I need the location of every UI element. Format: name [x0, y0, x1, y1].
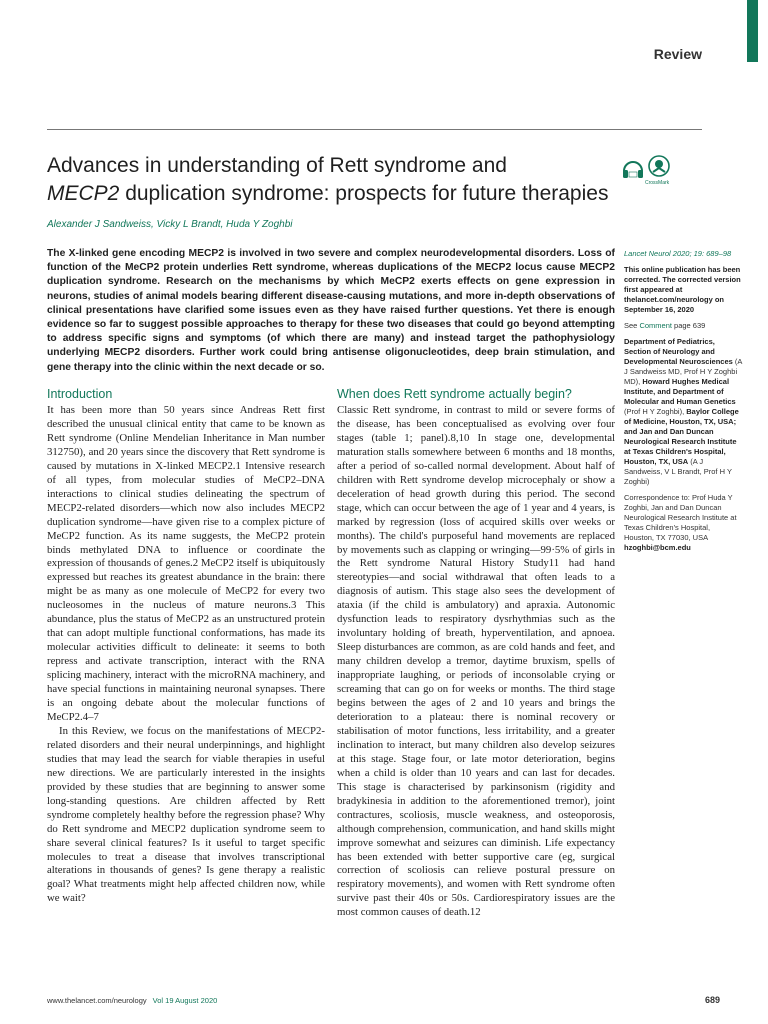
see-suffix: page 639	[671, 321, 706, 330]
introduction-heading: Introduction	[47, 387, 113, 401]
podcast-icon[interactable]	[621, 157, 645, 181]
crossmark-label: CrossMark	[645, 180, 670, 186]
onset-heading: When does Rett syndrome actually begin?	[337, 387, 572, 401]
title-line-2: duplication syndrome: prospects for future therapies	[119, 182, 609, 205]
affiliation-2-names: (Prof H Y Zoghbi),	[624, 407, 687, 416]
article-sidebar	[624, 249, 742, 553]
crossmark-icon[interactable]	[648, 155, 670, 177]
see-comment	[624, 321, 742, 331]
affiliations	[624, 337, 742, 487]
left-column	[47, 386, 325, 906]
journal-url[interactable]: www.thelancet.com/neurology	[47, 996, 147, 1005]
comment-link[interactable]: Comment	[639, 321, 672, 330]
header-divider	[47, 129, 702, 130]
abstract: The X-linked gene encoding MECP2 is involved in two severe and complex neurodevelopmental disorders. Loss of function of the MeCP2 protein underlies Rett syndrome, whereas duplications of the MECP2 locus cause MECP2 duplication syndrome. Research on the mechanisms by which MeCP2 exerts effects on gene expression in neurons, studies of animal models bearing different disease-causing mutations, and more in-depth observations of clinical presentations have clarified some issues even as they have raised further questions. Yet there is enough evidence so far to suggest possible approaches to therapy for these two diseases that could go beyond attempting to address specific signs and symptoms (of which there are many) and instead target the pathophysiology underlying MECP2 disorders. Further work could bring antisense oligonucleotides, deep brain stimulation, and gene therapy into the clinic within the next decade or so.	[47, 248, 615, 373]
correspondence-email[interactable]: hzoghbi@bcm.edu	[624, 543, 691, 552]
correction-note: This online publication has been corrected. The corrected version first appeared at thelancet.com/neurology on September 16, 2020	[624, 265, 741, 314]
affiliation-3-names: (A J Sandweiss, V L Brandt, Prof H Y Zoghbi)	[624, 457, 732, 486]
journal-accent-bar	[747, 0, 758, 62]
title-gene-name: MECP2	[47, 182, 120, 205]
see-prefix: See	[624, 321, 640, 330]
author-list: Alexander J Sandweiss, Vicky L Brandt, Huda Y Zoghbi	[47, 219, 293, 230]
footer	[47, 996, 217, 1005]
citation: Lancet Neurol 2020; 19: 689–98	[624, 249, 732, 258]
affiliation-3: Baylor College of Medicine, Houston, TX, USA; and Jan and Dan Duncan Neurological Research Institute at Texas Children's Hospital, Houston, TX, USA	[624, 407, 739, 466]
affiliation-2: Howard Hughes Medical Institute, and Department of Molecular and Human Genetics	[624, 377, 736, 406]
introduction-paragraph-2: In this Review, we focus on the manifestations of MECP2-related disorders and their neural underpinnings, and highlight studies that may lead the search for viable therapies in useful new directions. We are particularly interested in the insights provided by these studies that are beginning to answer some long-standing questions. Are children affected by Rett syndrome completely healthy before the regression phase? Why do Rett syndrome and MECP2 duplication syndrome seem to share several clinical features? Is it useful to target specific molecules to treat a disease that involves transcriptional alterations in thousands of genes? Is gene therapy a realistic goal? What treatments might help affected children now, while we wait?	[47, 724, 325, 905]
affiliation-1-names: (A J Sandweiss MD, Prof H Y Zoghbi MD),	[624, 357, 742, 386]
correspondence: Correspondence to: Prof Huda Y Zoghbi, Jan and Dan Duncan Neurological Research Institute at Texas Children's Hospital, Houston, TX 77030, USA	[624, 493, 737, 542]
section-label: Review	[653, 46, 702, 62]
onset-paragraph-1: Classic Rett syndrome, in contrast to mild or severe forms of the disease, has been conceptualised as evolving over four stages (table 1; panel).8,10 In stage one, developmental maturation stalls somewhere between 6 months and 18 months, after a period of so-called normal development. About half of children with Rett syndrome develop microcephaly or show a deceleration of head growth during this period. The second stage, which can occur between the age of 1 year and 4 years, is marked by regression (loss of acquired skills over weeks or months). The child's purposeful hand movements are replaced by movements such as clapping or wringing—99·5% of girls in the Rett syndrome Natural History Study11 had hand stereotypies—and social withdrawal that often leads to a diagnosis of autism. This stage also sees the development of ataxia (if the child is ambulatory) and apraxia. Autonomic dysfunction leads to respiratory dysrhythmias such as the involuntary holding of breath, hyperventilation, and apnoea. Sleep disturbances are common, as are cold hands and feet, and many children develop a tremor, daytime bruxism, spells of inappropriate laughing, or periods of inconsolable crying or screaming that can go on for weeks or months. The third stage begins between the ages of 2 and 10 years and brings the deterioration to a plateau: there is nominal recovery or stabilisation of motor functions, less irritability, and a greater inclination to interact, but many children also develop seizures at this stage. Stage four, or late motor deterioration, begins when a child is older than 10 years and can last for decades. This stage is characterised by parkinsonism (rigidity and bradykinesia in addition to the aforementioned tremor), joint contractures, scoliosis, muscle weakness, and osteoporosis, although comprehension, communication, and hand skills might improve somewhat and seizures can diminish. Life expectancy has been extended with better supportive care (eg, surgical correction of scoliosis can relieve postural pressure on respiratory movements), and women with Rett syndrome often survive past their 40s or 50s. Cardiorespiratory issues are the most common causes of death.12	[337, 404, 615, 919]
issue-info: Vol 19 August 2020	[152, 996, 218, 1005]
affiliation-1: Department of Pediatrics, Section of Neurology and Developmental Neurosciences	[624, 337, 733, 366]
title-line-1: Advances in understanding of Rett syndrome and	[47, 154, 507, 177]
page-number: 689	[705, 995, 721, 1005]
article-title	[47, 152, 637, 208]
right-column	[337, 386, 615, 920]
introduction-paragraph-1: It has been more than 50 years since Andreas Rett first described the unusual clinical entity that came to be known as Rett syndrome (Online Mendelian Inheritance in Man number 312750), and 20 years since the discovery that Rett syndrome is caused by mutations in X-linked MECP2.1 Intensive research of all types, from molecular studies of MeCP2–DNA interactions to clinical studies delineating the spectrum of MECP2-related disorders—which now also includes MECP2 duplication syndrome—have given rise to a complex picture of MeCP2 function. As its name suggests, the MeCP2 protein binds methylated DNA to influence or coordinate the expression of thousands of genes.2 MeCP2 itself is ubiquitously expressed but reaches its greatest abundance in the brain: there might be as many as one molecule of MeCP2 for every two nucleosomes in the nucleus of mature neurons.3 This abundance, plus the status of MeCP2 as an unstructured protein that can adopt multiple functional conformations, has made its molecular activities difficult to delineate: it seems to both repress and activate transcription, interact with the RNA splicing machinery, interact with the microRNA machinery, and have special functions in maintaining neuronal synapses. There is an ongoing debate about the molecular functions of MeCP2.4–7	[47, 404, 325, 723]
